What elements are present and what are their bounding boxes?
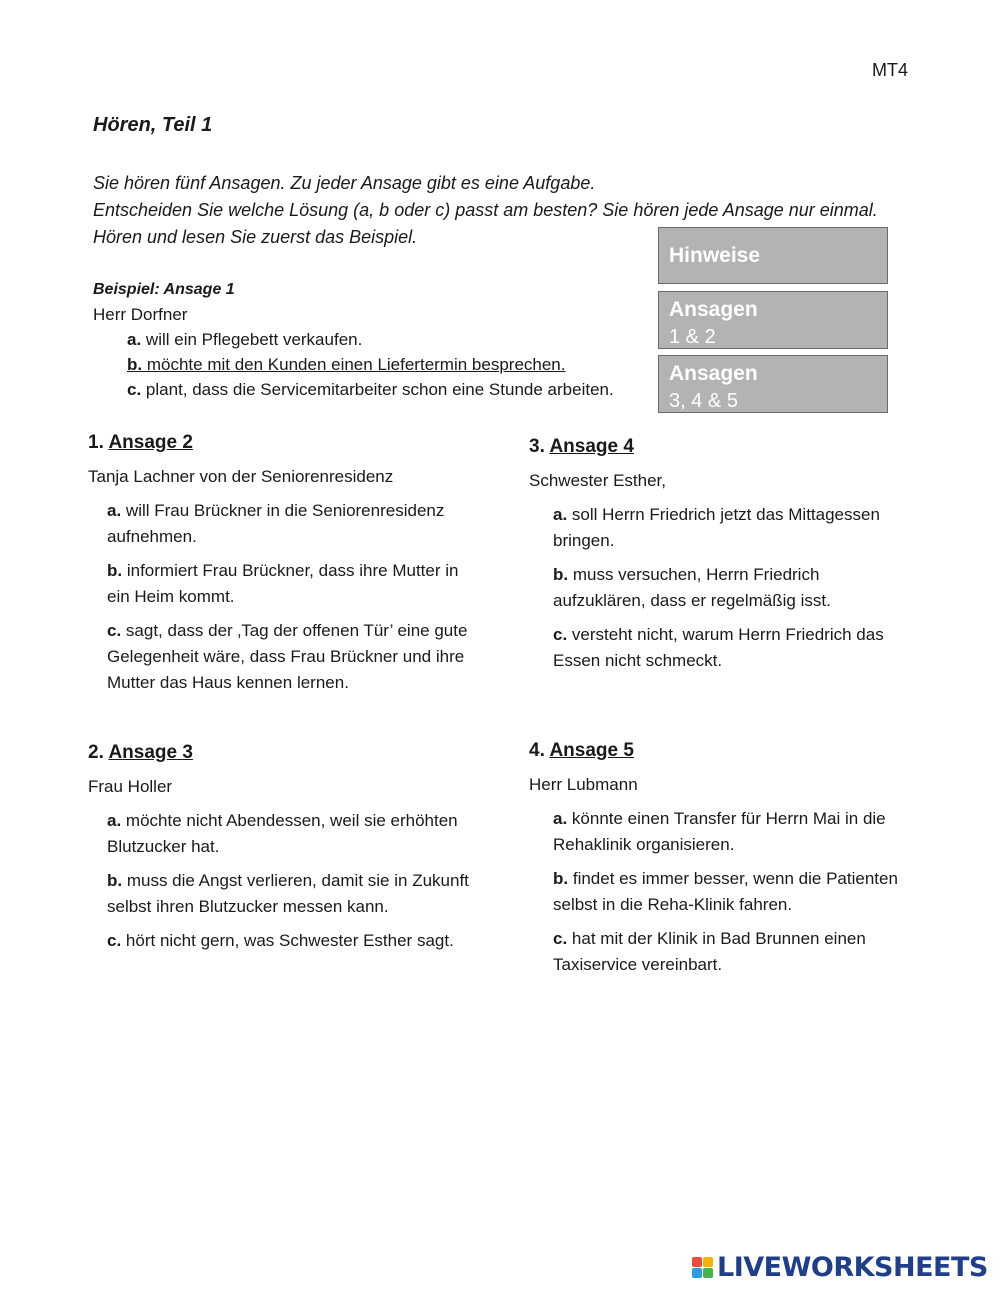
audio-link[interactable]: Ansage 5 <box>549 740 634 761</box>
choice-c[interactable] <box>88 618 478 696</box>
option-letter: c. <box>553 929 568 948</box>
task-heading <box>529 434 899 460</box>
task-heading <box>88 740 478 766</box>
option-letter: c. <box>553 625 568 644</box>
example-speaker: Herr Dorfner <box>93 305 188 324</box>
option-letter: c. <box>107 931 122 950</box>
section-title: Hören, Teil 1 <box>93 114 213 136</box>
example-option-c <box>93 377 614 402</box>
task-number: 3. <box>529 436 545 457</box>
option-text: hört nicht gern, was Schwester Esther sagt. <box>125 931 454 950</box>
task-2 <box>88 740 478 962</box>
choice-b[interactable] <box>529 866 899 918</box>
option-letter: a. <box>107 501 122 520</box>
task-speaker: Frau Holler <box>88 777 173 796</box>
button-label: Ansagen <box>669 298 758 321</box>
choice-a[interactable] <box>88 808 478 860</box>
task-speaker: Herr Lubmann <box>529 775 638 794</box>
logo-mark-icon <box>692 1257 713 1278</box>
choice-c[interactable] <box>88 928 478 954</box>
logo-text: LIVEWORKSHEETS <box>717 1252 988 1283</box>
option-text: hat mit der Klinik in Bad Brunnen einen Taxiservice vereinbart. <box>553 929 866 974</box>
option-letter: b. <box>553 869 569 888</box>
option-letter: b. <box>107 871 123 890</box>
audio-link[interactable]: Ansage 4 <box>549 436 634 457</box>
option-text: plant, dass die Servicemitarbeiter schon eine Stunde arbeiten. <box>145 380 614 399</box>
button-sublabel: 3, 4 & 5 <box>669 390 738 412</box>
option-text: will ein Pflegebett verkaufen. <box>145 330 363 349</box>
option-letter: c. <box>107 621 122 640</box>
hints-button[interactable] <box>658 227 888 284</box>
option-letter: b. <box>553 565 569 584</box>
choice-b[interactable] <box>529 562 899 614</box>
example-option-b-correct <box>93 352 614 377</box>
option-text: muss die Angst verlieren, damit sie in Zukunft selbst ihren Blutzucker messen kann. <box>107 871 469 916</box>
example-option-a <box>93 327 614 352</box>
option-text: informiert Frau Brückner, dass ihre Mutter in ein Heim kommt. <box>107 561 459 606</box>
option-letter: a. <box>553 505 568 524</box>
task-number: 1. <box>88 432 104 453</box>
task-3 <box>529 434 899 682</box>
choice-a[interactable] <box>529 502 899 554</box>
option-text: sagt, dass der ‚Tag der offenen Tür’ eine gute Gelegenheit wäre, dass Frau Brückner und ihre Mutter das Haus kennen lernen. <box>107 621 468 692</box>
choice-a[interactable] <box>88 498 478 550</box>
choice-b[interactable] <box>88 868 478 920</box>
logo-block <box>703 1268 713 1278</box>
choice-c[interactable] <box>529 926 899 978</box>
option-letter: c. <box>127 380 142 399</box>
task-heading <box>529 738 899 764</box>
option-letter: a. <box>553 809 568 828</box>
liveworksheets-logo[interactable] <box>692 1252 988 1283</box>
option-text: möchte nicht Abendessen, weil sie erhöhten Blutzucker hat. <box>107 811 458 856</box>
option-text: findet es immer besser, wenn die Patienten selbst in die Reha-Klinik fahren. <box>553 869 898 914</box>
choice-c[interactable] <box>529 622 899 674</box>
audio-link[interactable]: Ansage 3 <box>108 742 193 763</box>
instruction-line: Sie hören fünf Ansagen. Zu jeder Ansage gibt es eine Aufgabe. <box>93 173 596 193</box>
task-number: 4. <box>529 740 545 761</box>
option-text: könnte einen Transfer für Herrn Mai in die Rehaklinik organisieren. <box>553 809 886 854</box>
instruction-line: Entscheiden Sie welche Lösung (a, b oder c) passt am besten? Sie hören jede Ansage nur einmal. <box>93 200 878 220</box>
choice-a[interactable] <box>529 806 899 858</box>
task-4 <box>529 738 899 986</box>
option-text: versteht nicht, warum Herrn Friedrich das Essen nicht schmeckt. <box>553 625 884 670</box>
option-letter: a. <box>107 811 122 830</box>
option-text: soll Herrn Friedrich jetzt das Mittagessen bringen. <box>553 505 880 550</box>
choice-b[interactable] <box>88 558 478 610</box>
audio-link[interactable]: Ansage 2 <box>108 432 193 453</box>
option-letter: b. <box>127 355 143 374</box>
button-label: Ansagen <box>669 362 758 385</box>
option-letter: b. <box>107 561 123 580</box>
logo-block <box>703 1257 713 1267</box>
option-letter: a. <box>127 330 142 349</box>
task-speaker: Tanja Lachner von der Seniorenresidenz <box>88 467 394 486</box>
announcements-3-4-5-button[interactable] <box>658 355 888 413</box>
hints-button-label: Hinweise <box>669 243 761 267</box>
option-text: will Frau Brückner in die Seniorenresidenz aufnehmen. <box>107 501 445 546</box>
option-text: muss versuchen, Herrn Friedrich aufzuklären, dass er regelmäßig isst. <box>553 565 831 610</box>
option-text: möchte mit den Kunden einen Liefertermin besprechen. <box>146 355 566 374</box>
logo-block <box>692 1257 702 1267</box>
task-heading <box>88 430 478 456</box>
task-number: 2. <box>88 742 104 763</box>
announcements-1-2-button[interactable] <box>658 291 888 349</box>
page-code: MT4 <box>872 60 908 80</box>
instruction-line: Hören und lesen Sie zuerst das Beispiel. <box>93 227 418 247</box>
task-1 <box>88 430 478 704</box>
logo-block <box>692 1268 702 1278</box>
example-block <box>93 277 614 402</box>
button-sublabel: 1 & 2 <box>669 326 716 348</box>
example-label: Beispiel: Ansage 1 <box>93 281 235 298</box>
task-speaker: Schwester Esther, <box>529 471 667 490</box>
